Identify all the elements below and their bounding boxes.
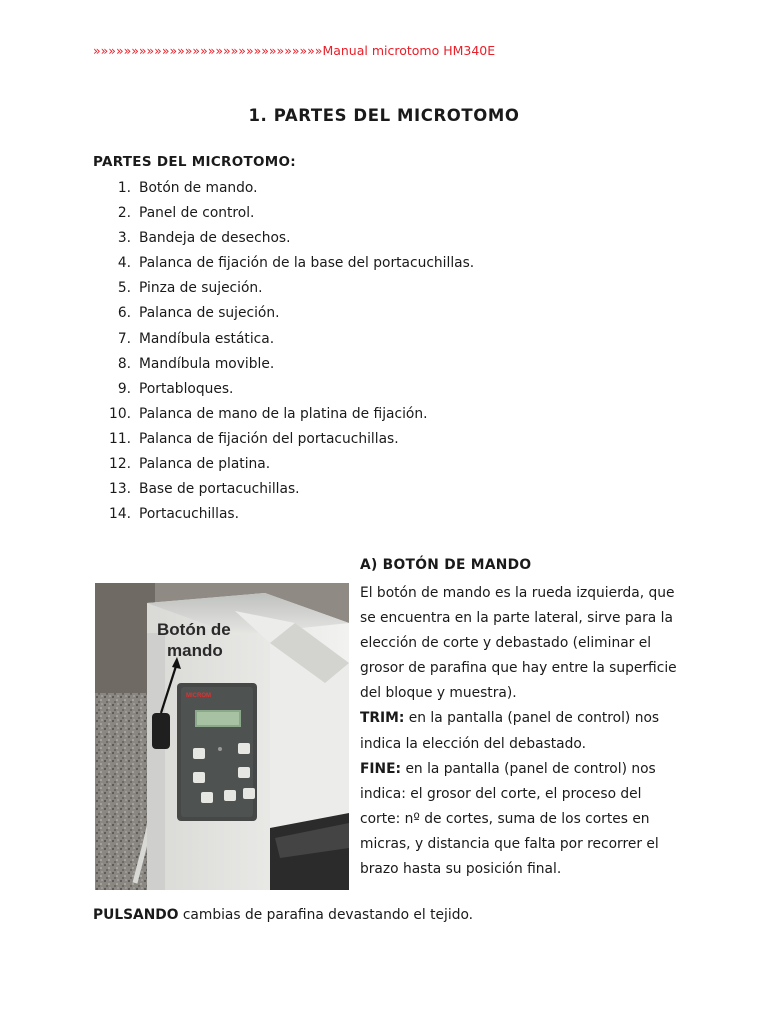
list-item-number: 14. <box>109 506 131 523</box>
list-item-text: Base de portacuchillas. <box>139 481 300 498</box>
fine-label: FINE: <box>360 760 402 777</box>
list-item-number: 12. <box>109 456 131 473</box>
list-item-number: 6. <box>117 305 131 322</box>
list-item <box>93 178 474 203</box>
list-item-text: Palanca de fijación de la base del portacuchillas. <box>139 255 475 272</box>
section-title: A) BOTÓN DE MANDO <box>360 557 532 573</box>
list-item-text: Portacuchillas. <box>139 506 239 523</box>
list-item-text: Palanca de mano de la platina de fijación. <box>139 405 428 422</box>
list-item <box>93 228 474 253</box>
header-arrows: »»»»»»»»»»»»»»»»»»»»»»»»»»»»»» <box>93 43 323 58</box>
microtome-photo <box>95 583 349 890</box>
list-item-text: Portabloques. <box>139 380 234 397</box>
list-item-number: 3. <box>117 230 131 247</box>
list-item-text: Mandíbula movible. <box>139 355 275 372</box>
footer-paragraph <box>93 907 473 923</box>
parts-subheading: PARTES DEL MICROTOMO: <box>93 154 297 170</box>
list-item-text: Palanca de platina. <box>139 456 271 473</box>
list-item <box>93 278 474 303</box>
list-item-number: 4. <box>117 255 131 272</box>
list-item-number: 10. <box>109 405 131 422</box>
list-item <box>93 253 474 278</box>
microtome-photo-illustration <box>95 583 349 890</box>
list-item-text: Botón de mando. <box>139 180 258 196</box>
list-item <box>93 354 474 379</box>
list-item-text: Panel de control. <box>139 205 255 222</box>
list-item-number: 9. <box>117 380 131 397</box>
list-item-text: Pinza de sujeción. <box>139 280 263 297</box>
list-item <box>93 404 474 429</box>
list-item-number: 7. <box>117 330 131 347</box>
section-intro: El botón de mando es la rueda izquierda, que se encuentra en la parte lateral, sirve para la elección de corte y debastado (eliminar el grosor de parafina que hay entre la superficie del bloque y muestra). <box>360 585 677 702</box>
list-item-text: Bandeja de desechos. <box>139 230 291 247</box>
list-item-text: Mandíbula estática. <box>139 330 275 347</box>
parts-list <box>93 178 474 529</box>
list-item-number: 11. <box>109 430 131 447</box>
photo-callout-line1: Botón de <box>157 620 231 639</box>
footer-label: PULSANDO <box>93 907 179 923</box>
list-item-number: 2. <box>117 205 131 222</box>
list-item <box>93 303 474 328</box>
brand-label: MICROM <box>186 693 211 699</box>
header-title: Manual microtomo HM340E <box>322 43 496 58</box>
page-title: 1. PARTES DEL MICROTOMO <box>248 106 520 125</box>
list-item-number: 1. <box>117 180 131 196</box>
list-item <box>93 429 474 454</box>
fine-paragraph <box>360 757 680 882</box>
list-item-text: Palanca de fijación del portacuchillas. <box>139 430 399 447</box>
photo-callout-line2: mando <box>167 641 223 660</box>
section-body <box>360 581 680 882</box>
trim-label: TRIM: <box>360 710 405 727</box>
list-item-number: 13. <box>109 481 131 498</box>
list-item <box>93 504 474 529</box>
running-header <box>93 43 495 58</box>
list-item-number: 5. <box>117 280 131 297</box>
fine-text: en la pantalla (panel de control) nos indica: el grosor del corte, el proceso del corte: nº de cortes, suma de los cortes en micras, y distancia que falta por recorrer el brazo hasta su posición final. <box>360 760 659 878</box>
list-item-number: 8. <box>117 355 131 372</box>
list-item <box>93 479 474 504</box>
list-item <box>93 454 474 479</box>
list-item-text: Palanca de sujeción. <box>139 305 280 322</box>
list-item <box>93 203 474 228</box>
trim-paragraph <box>360 706 680 756</box>
list-item <box>93 379 474 404</box>
footer-text: cambias de parafina devastando el tejido. <box>178 907 474 923</box>
list-item <box>93 329 474 354</box>
trim-text: en la pantalla (panel de control) nos indica la elección del debastado. <box>360 710 660 752</box>
